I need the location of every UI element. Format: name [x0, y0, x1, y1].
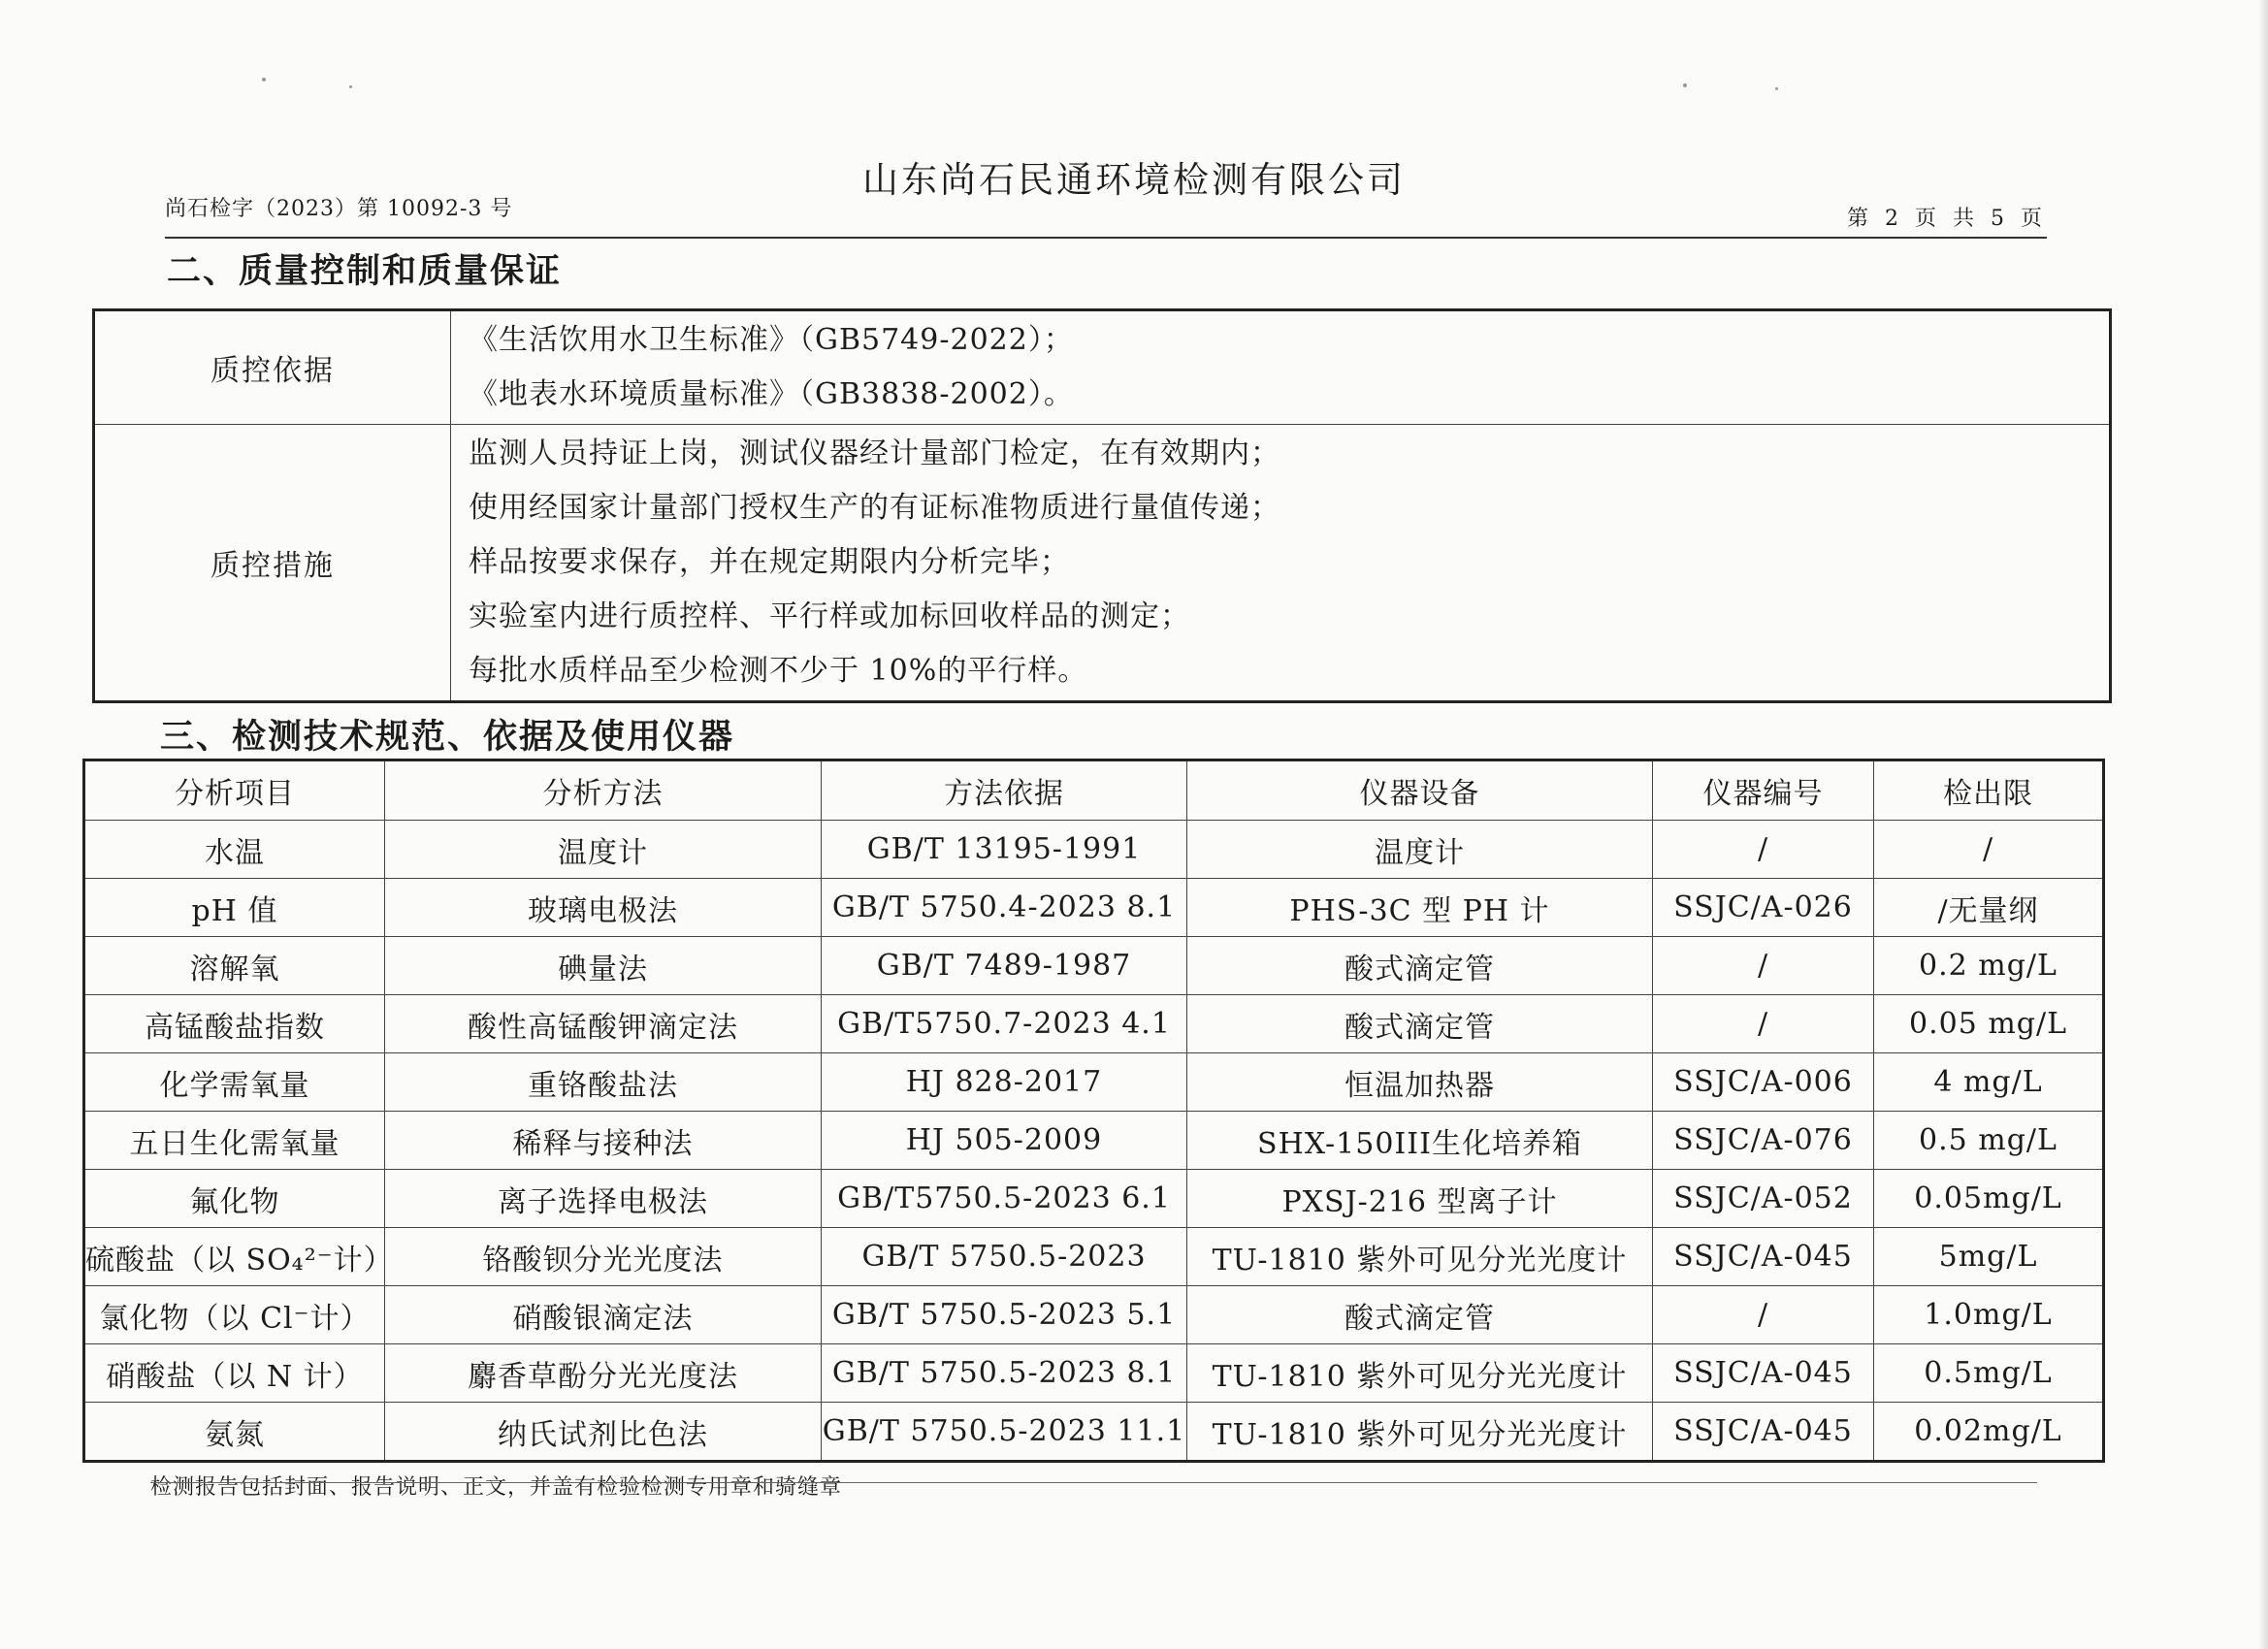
table-row [84, 1053, 2104, 1112]
analysis-item: 硫酸盐（以 SO₄²⁻计） [84, 1228, 385, 1286]
section-2-title: 二、质量控制和质量保证 [167, 251, 563, 291]
detection-limit: 0.5 mg/L [1874, 1112, 2104, 1170]
footer-rule [150, 1482, 2037, 1483]
scan-speck [1683, 83, 1687, 87]
analysis-item: pH 值 [84, 879, 385, 937]
instrument-id: SSJC/A-006 [1653, 1053, 1874, 1112]
scan-speck [1775, 87, 1778, 90]
column-header: 仪器设备 [1187, 760, 1653, 821]
analysis-method: 纳氏试剂比色法 [385, 1403, 822, 1462]
analysis-method: 温度计 [385, 821, 822, 879]
table-row [84, 1112, 2104, 1170]
section-3-title: 三、检测技术规范、依据及使用仪器 [160, 717, 735, 757]
instrument: 酸式滴定管 [1187, 937, 1653, 995]
method-basis: GB/T5750.7-2023 4.1 [822, 995, 1187, 1053]
instrument: TU-1810 紫外可见分光光度计 [1187, 1228, 1653, 1286]
detection-limit: 5mg/L [1874, 1228, 2104, 1286]
analysis-method: 铬酸钡分光光度法 [385, 1228, 822, 1286]
qc-measures-content [451, 425, 2111, 702]
table-row [84, 821, 2104, 879]
method-basis: GB/T 5750.4-2023 8.1 [822, 879, 1187, 937]
instrument: SHX-150III生化培养箱 [1187, 1112, 1653, 1170]
qc-measures-row [94, 425, 2111, 702]
page-number: 第 2 页 共 5 页 [1847, 207, 2047, 231]
scan-edge-shadow [2258, 0, 2268, 1649]
method-basis: GB/T 13195-1991 [822, 821, 1187, 879]
method-basis: GB/T5750.5-2023 6.1 [822, 1170, 1187, 1228]
qc-measure-line: 每批水质样品至少检测不少于 10%的平行样。 [469, 654, 1088, 688]
analysis-item: 氯化物（以 Cl⁻计） [84, 1286, 385, 1344]
qc-basis-row [94, 310, 2111, 425]
instrument: 酸式滴定管 [1187, 1286, 1653, 1344]
analysis-method: 酸性高锰酸钾滴定法 [385, 995, 822, 1053]
test-specification-table [82, 759, 2105, 1463]
company-name: 山东尚石民通环境检测有限公司 [862, 159, 1406, 201]
table-row [84, 937, 2104, 995]
analysis-method: 重铬酸盐法 [385, 1053, 822, 1112]
analysis-item: 溶解氧 [84, 937, 385, 995]
scan-speck [349, 85, 352, 88]
detection-limit: /无量纲 [1874, 879, 2104, 937]
instrument-id: SSJC/A-076 [1653, 1112, 1874, 1170]
instrument: 恒温加热器 [1187, 1053, 1653, 1112]
analysis-item: 高锰酸盐指数 [84, 995, 385, 1053]
instrument-id: / [1653, 821, 1874, 879]
instrument-id: / [1653, 995, 1874, 1053]
instrument-id: SSJC/A-045 [1653, 1403, 1874, 1462]
header-rule [165, 237, 2047, 239]
instrument-id: SSJC/A-045 [1653, 1344, 1874, 1403]
qc-basis-line: 《生活饮用水卫生标准》（GB5749-2022）； [469, 323, 1074, 357]
instrument-id: / [1653, 1286, 1874, 1344]
method-basis: GB/T 7489-1987 [822, 937, 1187, 995]
detection-limit: 0.02mg/L [1874, 1403, 2104, 1462]
table-row [84, 1286, 2104, 1344]
column-header: 分析项目 [84, 760, 385, 821]
analysis-item: 硝酸盐（以 N 计） [84, 1344, 385, 1403]
analysis-method: 碘量法 [385, 937, 822, 995]
instrument: TU-1810 紫外可见分光光度计 [1187, 1403, 1653, 1462]
analysis-item: 化学需氧量 [84, 1053, 385, 1112]
instrument: 酸式滴定管 [1187, 995, 1653, 1053]
detection-limit: 0.2 mg/L [1874, 937, 2104, 995]
instrument-id: SSJC/A-026 [1653, 879, 1874, 937]
column-header: 检出限 [1874, 760, 2104, 821]
table-header-row [84, 760, 2104, 821]
analysis-method: 离子选择电极法 [385, 1170, 822, 1228]
detection-limit: / [1874, 821, 2104, 879]
qc-basis-content [451, 310, 2111, 425]
qc-measure-line: 监测人员持证上岗，测试仪器经计量部门检定，在有效期内； [469, 436, 1280, 470]
table-row [84, 1344, 2104, 1403]
table-row [84, 879, 2104, 937]
instrument-id: SSJC/A-052 [1653, 1170, 1874, 1228]
table-row [84, 1170, 2104, 1228]
analysis-item: 水温 [84, 821, 385, 879]
column-header: 仪器编号 [1653, 760, 1874, 821]
analysis-method: 硝酸银滴定法 [385, 1286, 822, 1344]
method-basis: GB/T 5750.5-2023 8.1 [822, 1344, 1187, 1403]
report-number: 尚石检字（2023）第 10092-3 号 [165, 197, 513, 221]
instrument: TU-1810 紫外可见分光光度计 [1187, 1344, 1653, 1403]
detection-limit: 0.5mg/L [1874, 1344, 2104, 1403]
method-basis: GB/T 5750.5-2023 5.1 [822, 1286, 1187, 1344]
footer-note: 检测报告包括封面、报告说明、正文，并盖有检验检测专用章和骑缝章 [150, 1475, 843, 1500]
method-basis: GB/T 5750.5-2023 11.1 [822, 1403, 1187, 1462]
instrument-id: SSJC/A-045 [1653, 1228, 1874, 1286]
qc-measure-line: 实验室内进行质控样、平行样或加标回收样品的测定； [469, 599, 1190, 633]
analysis-method: 玻璃电极法 [385, 879, 822, 937]
analysis-item: 五日生化需氧量 [84, 1112, 385, 1170]
method-basis: HJ 505-2009 [822, 1112, 1187, 1170]
instrument: 温度计 [1187, 821, 1653, 879]
table-row [84, 1403, 2104, 1462]
detection-limit: 0.05mg/L [1874, 1170, 2104, 1228]
scan-speck [262, 78, 266, 81]
column-header: 分析方法 [385, 760, 822, 821]
analysis-method: 稀释与接种法 [385, 1112, 822, 1170]
qc-measure-line: 样品按要求保存，并在规定期限内分析完毕； [469, 545, 1070, 579]
method-basis: HJ 828-2017 [822, 1053, 1187, 1112]
detection-limit: 0.05 mg/L [1874, 995, 2104, 1053]
analysis-item: 氟化物 [84, 1170, 385, 1228]
quality-control-table [92, 308, 2112, 703]
qc-basis-line: 《地表水环境质量标准》（GB3838-2002）。 [469, 377, 1074, 411]
instrument: PHS-3C 型 PH 计 [1187, 879, 1653, 937]
analysis-method: 麝香草酚分光光度法 [385, 1344, 822, 1403]
qc-basis-label: 质控依据 [94, 310, 451, 425]
instrument-id: / [1653, 937, 1874, 995]
table-row [84, 995, 2104, 1053]
analysis-item: 氨氮 [84, 1403, 385, 1462]
qc-measures-label: 质控措施 [94, 425, 451, 702]
instrument: PXSJ-216 型离子计 [1187, 1170, 1653, 1228]
detection-limit: 1.0mg/L [1874, 1286, 2104, 1344]
column-header: 方法依据 [822, 760, 1187, 821]
detection-limit: 4 mg/L [1874, 1053, 2104, 1112]
method-basis: GB/T 5750.5-2023 [822, 1228, 1187, 1286]
qc-measure-line: 使用经国家计量部门授权生产的有证标准物质进行量值传递； [469, 491, 1280, 525]
table-row [84, 1228, 2104, 1286]
